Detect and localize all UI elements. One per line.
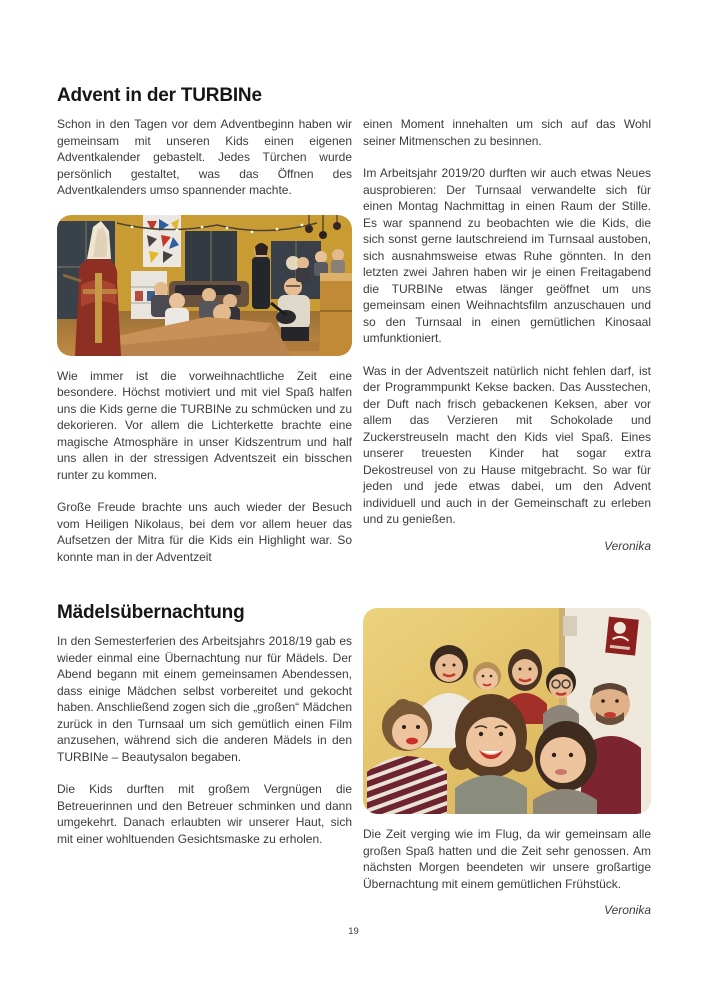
section-advent-left-column <box>57 85 352 602</box>
photo-nikolaus-visit <box>57 215 352 356</box>
section-sleepover <box>57 602 651 919</box>
advent-paragraph-4: einen Moment innehalten um sich auf das Wohl seiner Mitmenschen zu besinnen. <box>363 117 651 148</box>
section-advent-right-column <box>363 85 651 602</box>
advent-paragraph-1: Schon in den Tagen vor dem Adventbeginn haben wir gemeinsam mit unseren Kids einen eigenen Adventkalender gebastelt. Jedes Türchen wurde persönlich gestaltet, was das Öffnen des Adventkalenders umso spannender machte. <box>57 117 352 197</box>
section-sleepover-left-column <box>57 602 352 919</box>
advent-paragraph-5: Im Arbeitsjahr 2019/20 durften wir auch etwas Neues ausprobieren: Der Turnsaal verwandelte sich für einen Montag Nachmittag in einen Raum der Stille. Es war spannend zu beobachten wie die Kids, die sich sonst gerne lautschreiend im Turnsaal austoben, sich ausnahmsweise etwas Ruhe gönnten. In den letzten zwei Jahren haben wir je einen Freitagabend die TURBINe etwas länger geöffnet um uns gemeinsam einen Weihnachtsfilm anzuschauen und so den Turnsaal in einen gemütlichen Kinosaal umfunktioniert. <box>363 166 651 345</box>
photo-sleepover-selfie <box>363 608 651 814</box>
nikolaus-visit-image <box>57 215 352 356</box>
sleepover-author-signature: Veronika <box>604 903 651 917</box>
sleepover-paragraph-3: Die Zeit verging wie im Flug, da wir gemeinsam alle großen Spaß hatten und die Zeit sehr genossen. Am nächsten Morgen beendeten wir unsere großartige Übernachtung mit einem gemütlichen Frühstück. <box>363 827 651 891</box>
sleepover-selfie-image <box>363 608 651 814</box>
advent-paragraph-6: Was in der Adventszeit natürlich nicht fehlen darf, ist der Programmpunkt Kekse backen. Das Ausstechen, der Duft nach frisch gebackenen Keksen, aber vor allem das Verzieren mit Schokolade und Zuckerstreuseln macht den Kids viel Spaß. Eines unserer treuesten Kinder hat sogar extra Dekostreusel von zu Hause mitgebracht. So war für jeden und jede etwas dabei, um den Advent individuell und auch in der Gemeinschaft zu erleben und zu genießen. <box>363 363 651 526</box>
section-advent <box>57 85 651 602</box>
section-sleepover-right-column <box>363 602 651 919</box>
sleepover-paragraph-1: In den Semesterferien des Arbeitsjahrs 2018/19 gab es wieder einmal eine Übernachtung nur für Mädels. Der Abend begann mit einem gemeinsamen Abendessen, dass einige Mädchen selbst vorbereitet und gekocht haben. Anschließend zogen sich die „großen“ Mädchen zurück in den Turnsaal um sich gemütlich einen Film anzusehen, während sich die anderen Mädels in den TURBINe – Beautysalon begaben. <box>57 634 352 764</box>
advent-paragraph-2: Wie immer ist die vorweihnachtliche Zeit eine besondere. Höchst motiviert und mit viel Spaß halfen uns die Kids gerne die TURBINe zu schmücken und zu dekorieren. Vor allem die Lichterkette brachte eine magische Atmosphäre in unser Kidszentrum und half uns allen in der stressigen Adventszeit ein bisschen runter zu kommen. <box>57 368 352 482</box>
page-content <box>57 85 651 919</box>
section-title-advent: Advent in der TURBINe <box>57 85 262 106</box>
section-title-sleepover: Mädelsübernachtung <box>57 602 245 623</box>
sleepover-paragraph-2: Die Kids durften mit großem Vergnügen die Betreuerinnen und den Betreuer schminken und dann umgekehrt. Danach erlaubten wir unserer Haut, sich mit einer wohltuenden Gesichtsmaske zu erholen. <box>57 782 352 846</box>
advent-paragraph-3: Große Freude brachte uns auch wieder der Besuch vom Heiligen Nikolaus, bei dem vor allem heuer das Aufsetzen der Mitra für die Kids ein Highlight war. So konnte man in der Adventzeit <box>57 500 352 564</box>
page-number: 19 <box>348 926 359 937</box>
advent-author-signature: Veronika <box>604 538 651 553</box>
